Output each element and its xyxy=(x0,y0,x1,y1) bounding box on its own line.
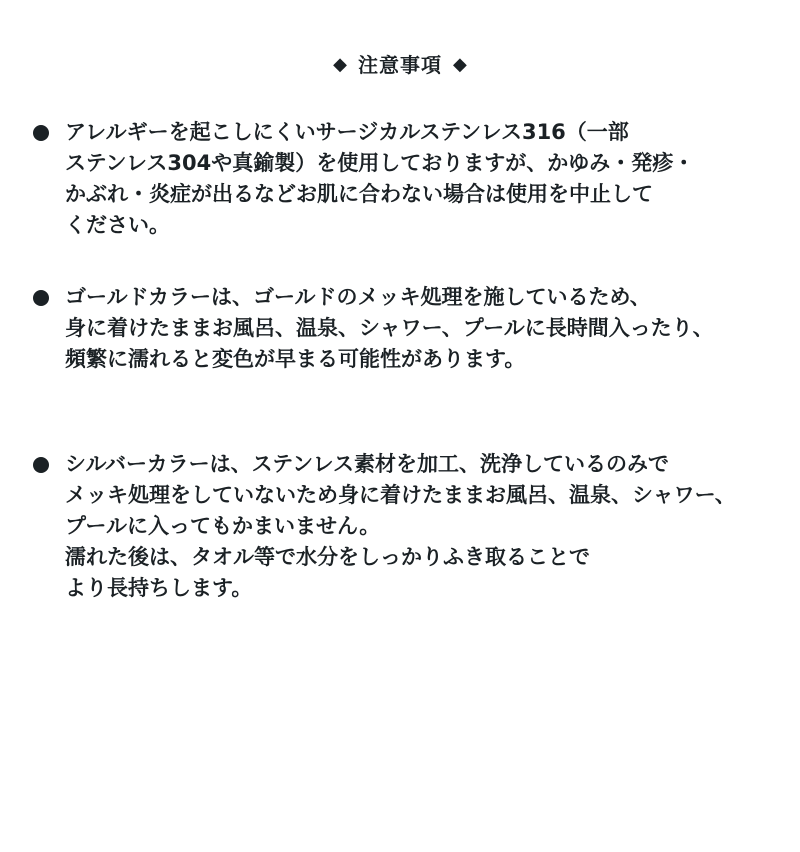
notice-line: 身に着けたままお風呂、温泉、シャワー、プールに長時間入ったり、 xyxy=(65,316,714,340)
notice-item-allergy xyxy=(33,117,780,241)
notice-line: シルバーカラーは、ステンレス素材を加工、洗浄しているのみで xyxy=(65,452,669,476)
notice-line: ステンレス304や真鍮製）を使用しておりますが、かゆみ・発疹・ xyxy=(65,151,695,175)
diamond-icon-left: ◆ xyxy=(333,54,347,75)
page-title xyxy=(0,52,800,78)
caution-notice-page xyxy=(0,52,800,852)
bullet-circle-icon xyxy=(33,290,49,306)
notice-line: ください。 xyxy=(65,213,170,237)
diamond-icon-right: ◆ xyxy=(453,54,467,75)
page-title-text: 注意事項 xyxy=(358,53,442,77)
notice-item-gold-color xyxy=(33,282,780,375)
notice-line: 濡れた後は、タオル等で水分をしっかりふき取ることで xyxy=(65,545,590,569)
notice-line: ゴールドカラーは、ゴールドのメッキ処理を施しているため、 xyxy=(65,285,651,309)
notice-line: プールに入ってもかまいません。 xyxy=(65,514,381,538)
notice-text-gold-color xyxy=(65,282,714,375)
notice-text-silver-color xyxy=(65,449,736,604)
bullet-circle-icon xyxy=(33,125,49,141)
bullet-circle-icon xyxy=(33,457,49,473)
notice-line: メッキ処理をしていないため身に着けたままお風呂、温泉、シャワー、 xyxy=(65,483,736,507)
notice-line: かぶれ・炎症が出るなどお肌に合わない場合は使用を中止して xyxy=(65,182,653,206)
notice-item-silver-color xyxy=(33,449,780,604)
notice-line: アレルギーを起こしにくいサージカルステンレス316（一部 xyxy=(65,120,629,144)
notice-line: 頻繁に濡れると変色が早まる可能性があります。 xyxy=(65,347,526,371)
notice-line: より長持ちします。 xyxy=(65,576,253,600)
notice-text-allergy xyxy=(65,117,694,241)
